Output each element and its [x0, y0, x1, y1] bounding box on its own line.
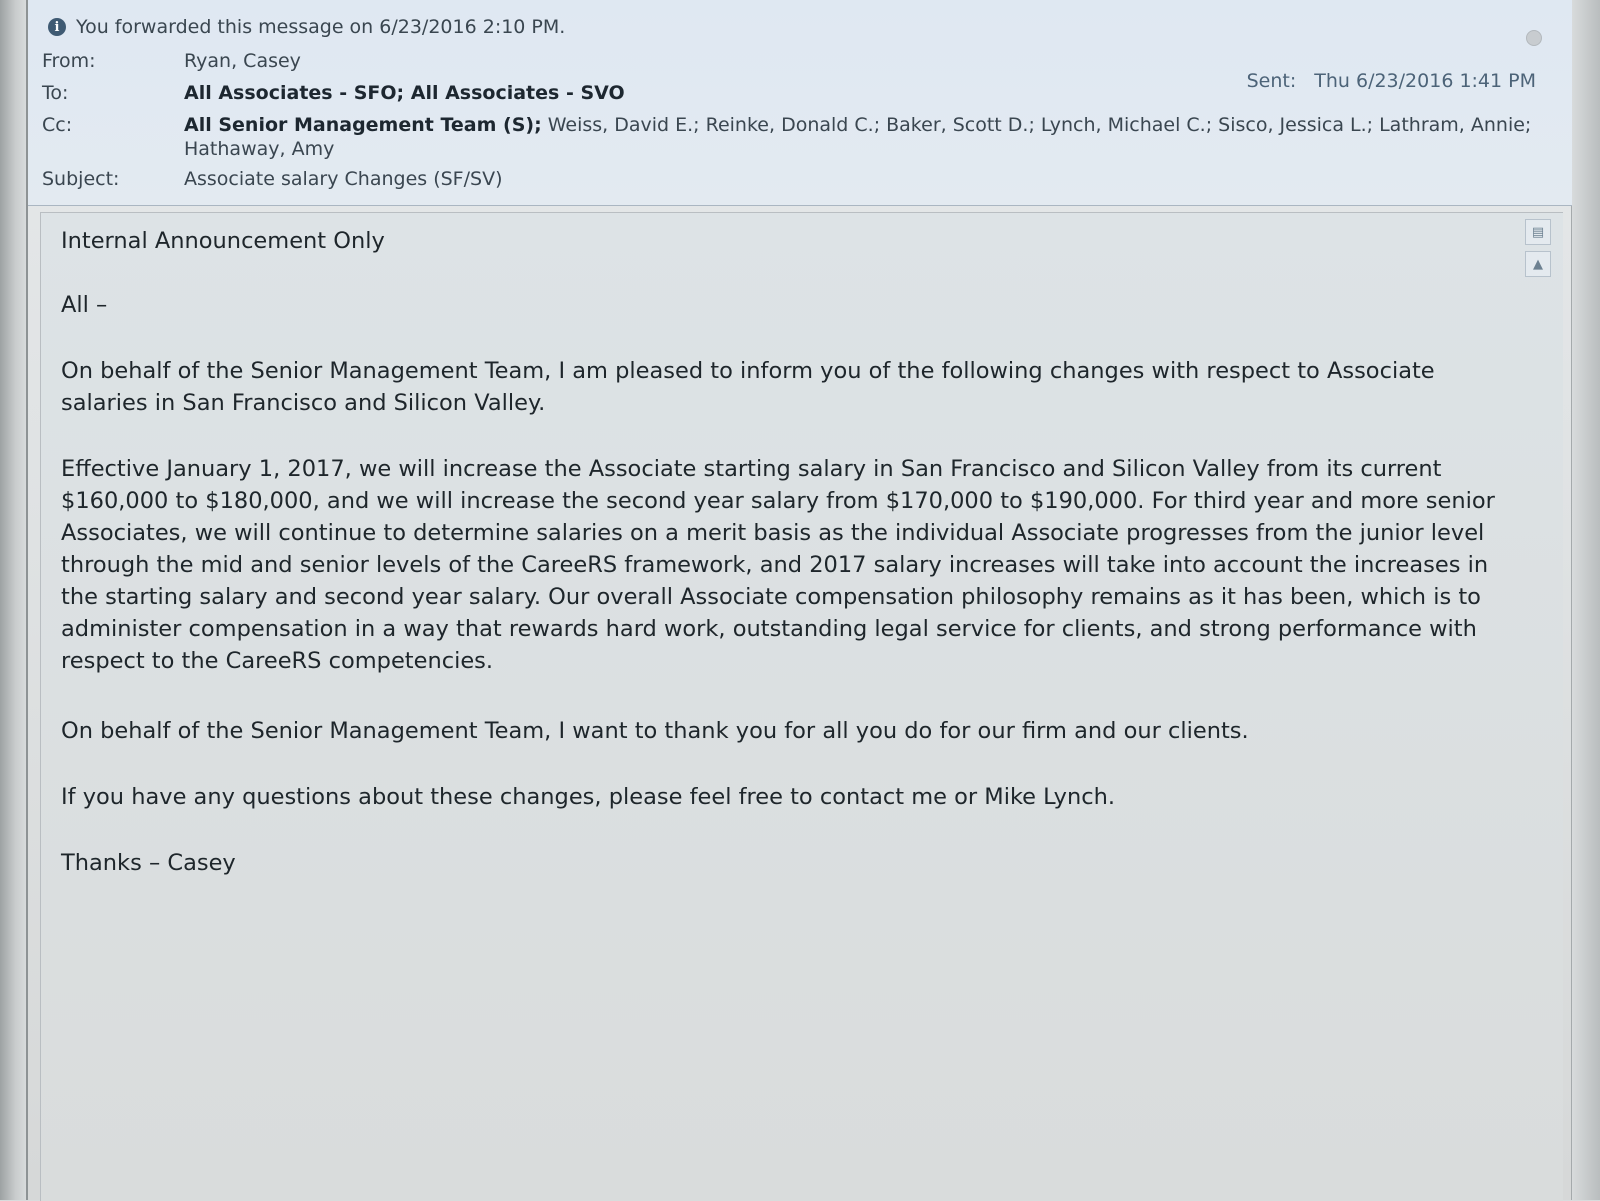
announcement-heading: Internal Announcement Only: [61, 228, 385, 254]
clipboard-icon[interactable]: ▤: [1525, 219, 1551, 245]
message-body[interactable]: [40, 212, 1563, 1201]
subject-value: Associate salary Changes (SF/SV): [184, 168, 503, 190]
scroll-up-icon[interactable]: ▲: [1525, 251, 1551, 277]
cc-label: Cc:: [42, 114, 73, 136]
paragraph-4: If you have any questions about these changes, please feel free to contact me or Mike Lynch.: [61, 784, 1115, 810]
paragraph-2: Effective January 1, 2017, we will increase the Associate starting salary in San Francisco and Silicon Valley from its current $160,000 to $180,000, and we will increase the second year salary from $170,000 to $190,000. For third year and more senior Associates, we will continue to determine salaries on a merit basis as the individual Associate progresses from the junior level through the mid and senior levels of the CareeRS framework, and 2017 salary increases will take into account the increases in the starting salary and second year salary. Our overall Associate compensation philosophy remains as it has been, which is to administer compensation in a way that rewards hard work, outstanding legal service for clients, and strong performance with respect to the CareeRS competencies.: [61, 456, 1495, 674]
to-value[interactable]: All Associates - SFO; All Associates - SVO: [184, 82, 625, 104]
greeting: All –: [61, 292, 108, 318]
header-scroll-indicator[interactable]: [1526, 30, 1542, 46]
side-toolbar: [1525, 219, 1551, 283]
sent-value: Thu 6/23/2016 1:41 PM: [1314, 70, 1536, 92]
info-icon: i: [48, 18, 66, 36]
forwarded-notice-text: You forwarded this message on 6/23/2016 2:10 PM.: [76, 16, 566, 38]
signoff: Thanks – Casey: [61, 850, 236, 876]
to-label: To:: [42, 82, 69, 104]
paragraph-3: On behalf of the Senior Management Team, I want to thank you for all you do for our firm and our clients.: [61, 718, 1249, 744]
cc-group: All Senior Management Team (S);: [184, 114, 542, 136]
sent-label: Sent:: [1246, 70, 1297, 92]
paragraph-1: On behalf of the Senior Management Team, I am pleased to inform you of the following changes with respect to Associate salaries in San Francisco and Silicon Valley.: [61, 358, 1435, 416]
from-value[interactable]: Ryan, Casey: [184, 50, 301, 72]
message-header: [28, 0, 1572, 206]
window-left-edge: [0, 0, 28, 1200]
sent-info: [1247, 70, 1536, 92]
subject-label: Subject:: [42, 168, 120, 190]
window-right-edge: [1571, 0, 1600, 1200]
cc-recipients-line2[interactable]: Hathaway, Amy: [184, 138, 335, 160]
cc-recipients: Weiss, David E.; Reinke, Donald C.; Baker, Scott D.; Lynch, Michael C.; Sisco, Jessica L.; Lathram, Annie;: [541, 114, 1532, 136]
cc-value[interactable]: [184, 114, 1531, 136]
from-label: From:: [42, 50, 96, 72]
forwarded-notice[interactable]: [48, 14, 565, 40]
